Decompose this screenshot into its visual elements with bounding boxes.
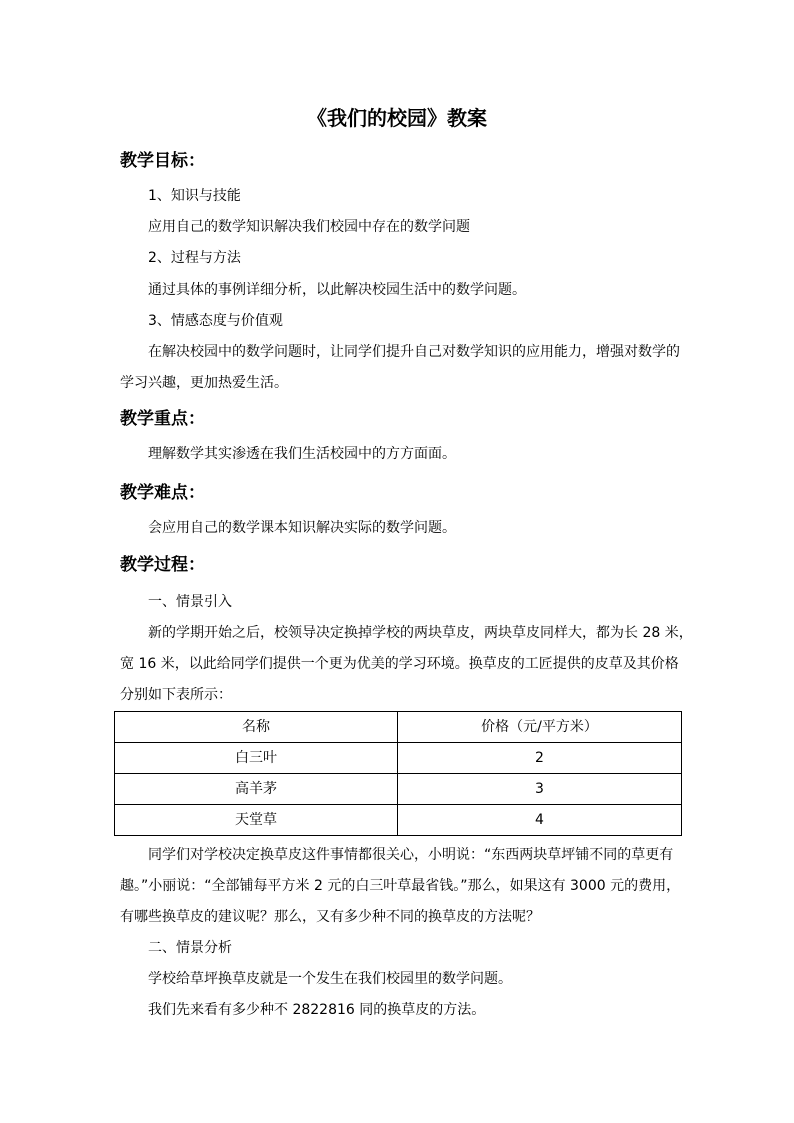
- part-1-line-2: 宽 16 米，以此给同学们提供一个更为优美的学习环境。换草皮的工匠提供的皮草及其价格: [120, 656, 679, 672]
- table-cell: 4: [398, 805, 682, 836]
- table-cell: 2: [398, 743, 682, 774]
- table-cell: 白三叶: [115, 743, 398, 774]
- objective-3-title: 3、情感态度与价值观: [148, 313, 283, 329]
- objective-1-title: 1、知识与技能: [148, 188, 241, 204]
- document-title: 《我们的校园》教案: [307, 106, 487, 130]
- part-2-line-1: 学校给草坪换草皮就是一个发生在我们校园里的数学问题。: [148, 971, 512, 987]
- key-points-heading: 教学重点：: [120, 409, 205, 429]
- table-row: [115, 774, 682, 805]
- part-1-title: 一、情景引入: [148, 594, 232, 610]
- objective-3-text-line-1: 在解决校园中的数学问题时，让同学们提升自己对数学知识的应用能力，增强对数学的: [148, 344, 680, 360]
- difficulties-heading: 教学难点：: [120, 483, 205, 503]
- table-row: [115, 743, 682, 774]
- objective-2-text: 通过具体的事例详细分析，以此解决校园生活中的数学问题。: [148, 282, 526, 298]
- part-2-title: 二、情景分析: [148, 940, 232, 956]
- after-table-line-1: 同学们对学校决定换草皮这件事情都很关心，小明说：“东西两块草坪铺不同的草更有: [148, 847, 674, 863]
- process-heading: 教学过程：: [120, 555, 205, 575]
- objective-2-title: 2、过程与方法: [148, 250, 241, 266]
- table-cell: 高羊茅: [115, 774, 398, 805]
- table-header-name: 名称: [115, 712, 398, 743]
- objectives-heading: 教学目标：: [120, 151, 205, 171]
- table-cell: 3: [398, 774, 682, 805]
- difficulties-text: 会应用自己的数学课本知识解决实际的数学问题。: [148, 520, 456, 536]
- objective-3-text-line-2: 学习兴趣，更加热爱生活。: [120, 375, 288, 391]
- table-header-price: 价格（元/平方米）: [398, 712, 682, 743]
- key-points-text: 理解数学其实渗透在我们生活校园中的方方面面。: [148, 446, 456, 462]
- table-header-row: [115, 712, 682, 743]
- grass-price-table: [114, 711, 682, 836]
- table-cell: 天堂草: [115, 805, 398, 836]
- part-1-line-1: 新的学期开始之后，校领导决定换掉学校的两块草皮，两块草皮同样大，都为长 28 米，: [148, 625, 693, 641]
- objective-1-text: 应用自己的数学知识解决我们校园中存在的数学问题: [148, 219, 470, 235]
- table-row: [115, 805, 682, 836]
- part-1-line-3: 分别如下表所示：: [120, 687, 232, 703]
- part-2-line-2: 我们先来看有多少种不 2822816 同的换草皮的方法。: [148, 1002, 486, 1018]
- after-table-line-2: 趣。”小丽说：“全部铺每平方米 2 元的白三叶草最省钱。”那么，如果这有 3000 元的费用，: [120, 878, 681, 894]
- after-table-line-3: 有哪些换草皮的建议呢？那么，又有多少种不同的换草皮的方法呢？: [120, 909, 540, 925]
